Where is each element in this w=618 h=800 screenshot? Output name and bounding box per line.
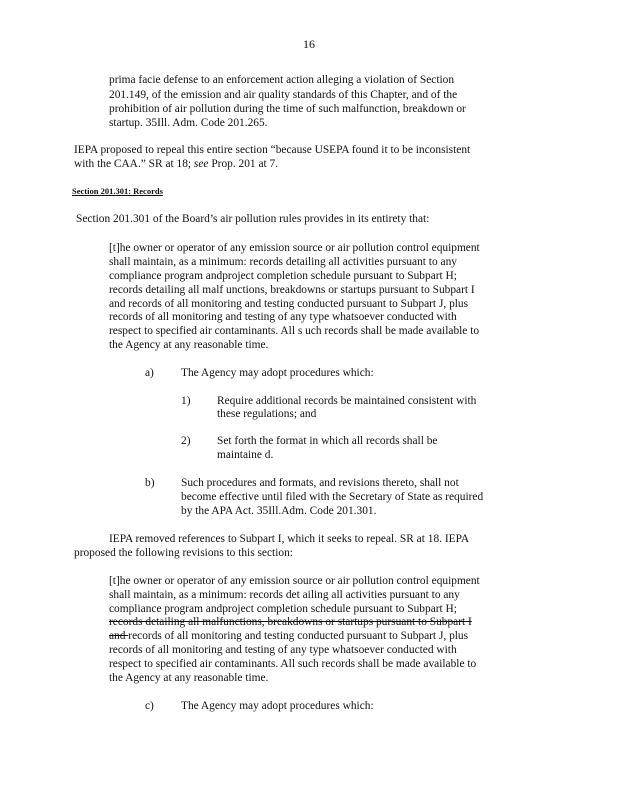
- text-run: Prop. 201 at 7.: [208, 158, 279, 170]
- quote-line: [t]he owner or operator of any emission source or air pollution control equipment: [109, 575, 480, 587]
- quote-line: prohibition of air pollution during the time of such malfunction, breakdown or: [109, 103, 466, 115]
- list-text: The Agency may adopt procedures which:: [181, 367, 374, 379]
- quote-line: compliance program andproject completion schedule pursuant to Subpart H;: [109, 270, 457, 282]
- paragraph-line: IEPA removed references to Subpart I, which it seeks to repeal. SR at 18. IEPA: [109, 533, 470, 545]
- quote-line: 201.149, of the emission and air quality standards of this Chapter, and of the: [109, 89, 458, 101]
- list-text: The Agency may adopt procedures which:: [181, 700, 374, 712]
- quote-line: respect to specified air contaminants. All s uch records shall be made available to: [109, 325, 480, 337]
- sublist-label: 1): [181, 395, 191, 407]
- quote-line: shall maintain, as a minimum: records det ailing all activities pursuant to any: [109, 589, 460, 601]
- sublist-text: Require additional records be maintained consistent with: [217, 395, 477, 407]
- list-text: Such procedures and formats, and revisions thereto, shall not: [181, 477, 459, 489]
- struck-text: records detailing all malfunctions, breakdowns or startups pursuant to Subpart I: [109, 616, 472, 628]
- section-heading: Section 201.301: Records: [72, 186, 163, 196]
- quote-line: records of all monitoring and testing of any type whatsoever conducted with: [109, 644, 457, 656]
- paragraph-line: proposed the following revisions to this section:: [74, 547, 293, 559]
- list-text: become effective until filed with the Secretary of State as required: [181, 491, 484, 503]
- list-label: a): [145, 367, 154, 379]
- list-label: c): [145, 700, 154, 712]
- quote-line: records of all monitoring and testing of any type whatsoever conducted with: [109, 311, 457, 323]
- sublist-text: these regulations; and: [217, 408, 317, 420]
- signal-see: see: [193, 158, 209, 170]
- quote-line: [t]he owner or operator of any emission source or air pollution control equipment: [109, 242, 480, 254]
- quote-line: respect to specified air contaminants. All such records shall be made available to: [109, 658, 477, 670]
- quote-line: the Agency at any reasonable time.: [109, 672, 269, 684]
- quote-line: shall maintain, as a minimum: records detailing all activities pursuant to any: [109, 256, 457, 268]
- quote-line: prima facie defense to an enforcement action alleging a violation of Section: [109, 74, 455, 86]
- page-number: 16: [303, 37, 315, 51]
- text-run: records of all monitoring and testing conducted pursuant to Subpart J, plus: [128, 630, 469, 642]
- quote-line: and records of all monitoring and testing conducted pursuant to Subpart J, plus: [109, 298, 469, 310]
- sublist-text: maintaine d.: [217, 449, 274, 461]
- list-text: by the APA Act. 35Ill.Adm. Code 201.301.: [181, 505, 377, 517]
- paragraph-line: IEPA proposed to repeal this entire section “because USEPA found it to be inconsistent: [74, 144, 471, 156]
- quote-line: the Agency at any reasonable time.: [109, 339, 269, 351]
- text-run: with the CAA.” SR at 18;: [74, 158, 194, 170]
- sublist-label: 2): [181, 435, 191, 447]
- list-label: b): [145, 477, 155, 489]
- quote-line: compliance program andproject completion schedule pursuant to Subpart H;: [109, 603, 457, 615]
- struck-text: and: [109, 630, 129, 642]
- paragraph-2: Section 201.301 of the Board’s air pollution rules provides in its entirety that:: [76, 213, 430, 225]
- quote-line: startup. 35Ill. Adm. Code 201.265.: [109, 117, 268, 129]
- quote-line: [109, 629, 468, 643]
- quote-line: records detailing all malf unctions, breakdowns or startups pursuant to Subpart I: [109, 284, 475, 296]
- paragraph-line: [74, 157, 278, 171]
- sublist-text: Set forth the format in which all records shall be: [217, 435, 438, 447]
